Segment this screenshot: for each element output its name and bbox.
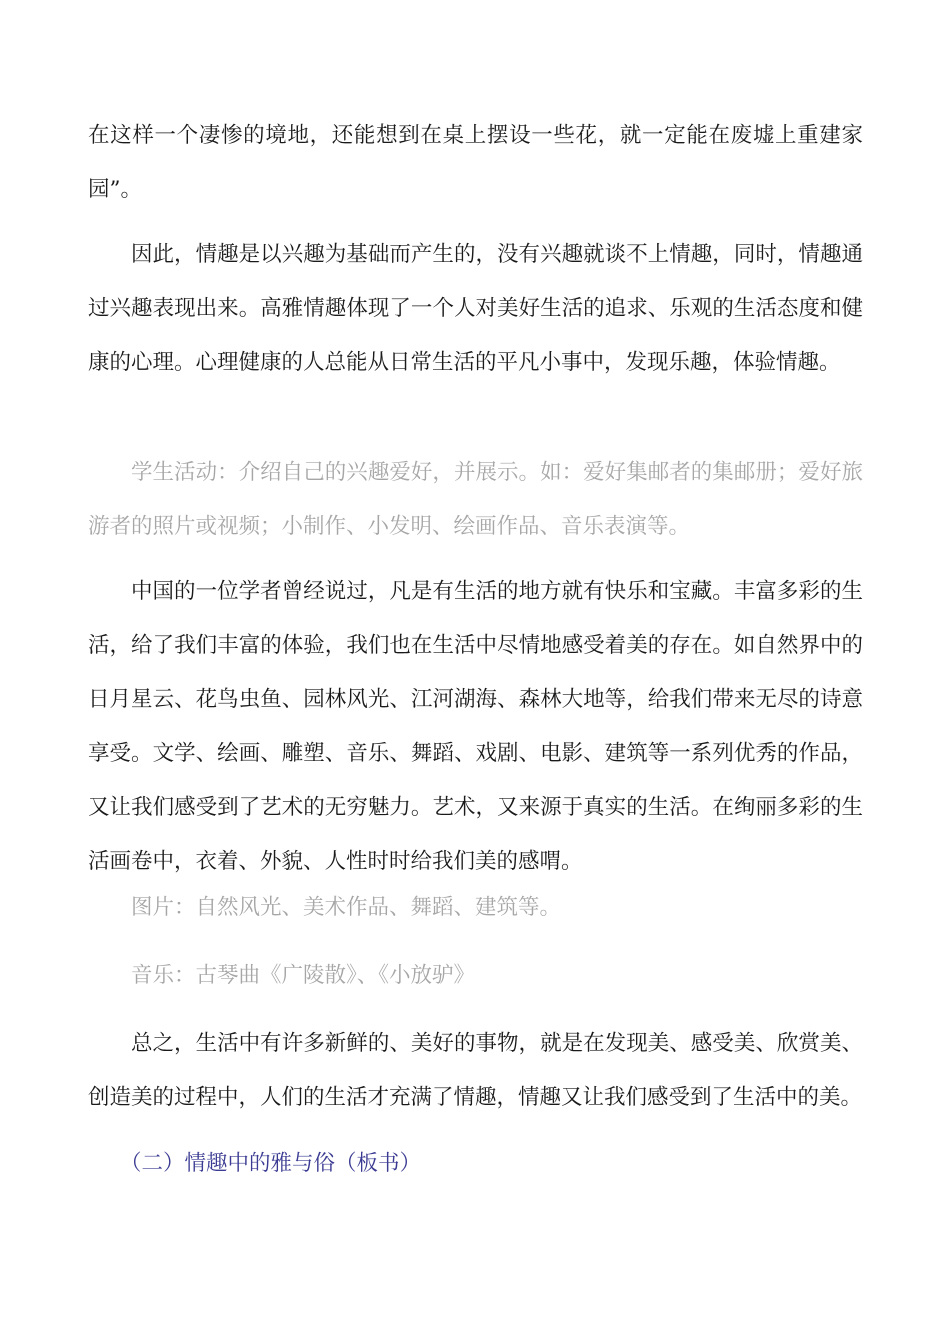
paragraph-continuation: 在这样一个凄惨的境地，还能想到在桌上摆设一些花，就一定能在废墟上重建家园”。 [88,123,863,202]
paragraph-conclusion: 总之，生活中有许多新鲜的、美好的事物，就是在发现美、感受美、欣赏美、创造美的过程中，人们的生活才充满了情趣，情趣又让我们感受到了生活中的美。 [88,1031,863,1110]
note-pictures: 图片：自然风光、美术作品、舞蹈、建筑等。 [131,895,562,920]
paragraph-life-beauty: 中国的一位学者曾经说过，凡是有生活的地方就有快乐和宝藏。丰富多彩的生活，给了我们丰富的体验，我们也在生活中尽情地感受着美的存在。如自然界中的日月星云、花鸟虫鱼、园林风光、江河湖海、森林大地等，给我们带来无尽的诗意享受。文学、绘画、雕塑、音乐、舞蹈、戏剧、电影、建筑等一系列优秀的作品，又让我们感受到了艺术的无穷魅力。艺术，又来源于真实的生活。在绚丽多彩的生活画卷中，衣着、外貌、人性时时给我们美的感喟。 [88,579,863,874]
note-music: 音乐：古琴曲《广陵散》、《小放驴》 [131,963,476,988]
paragraph-interest-basis: 因此，情趣是以兴趣为基础而产生的，没有兴趣就谈不上情趣，同时，情趣通过兴趣表现出来。高雅情趣体现了一个人对美好生活的追求、乐观的生活态度和健康的心理。心理健康的人总能从日常生活的平凡小事中，发现乐趣，体验情趣。 [88,242,863,375]
note-student-activity: 学生活动：介绍自己的兴趣爱好，并展示。如：爱好集邮者的集邮册；爱好旅游者的照片或视频；小制作、小发明、绘画作品、音乐表演等。 [88,460,863,539]
section-heading: （二）情趣中的雅与俗（板书） [120,1151,422,1176]
